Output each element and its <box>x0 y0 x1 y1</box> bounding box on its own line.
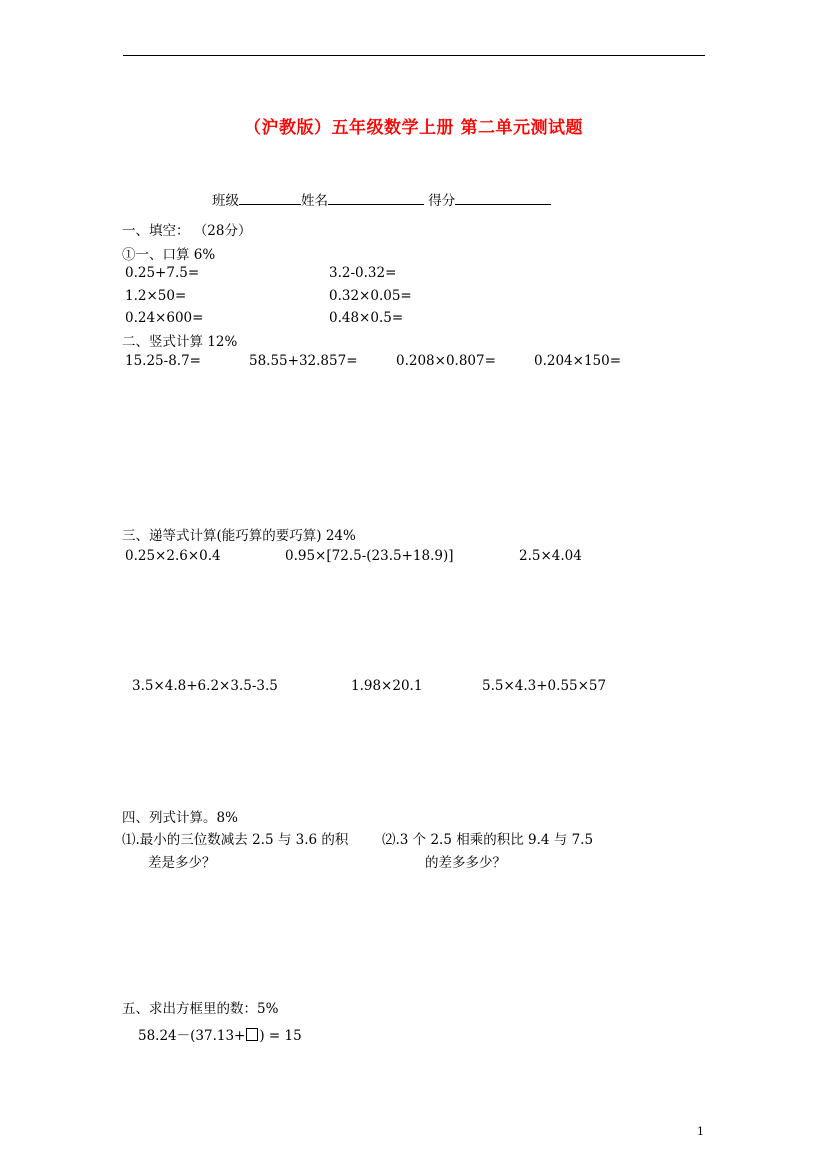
box-equation <box>138 1024 302 1044</box>
oral-item: 0.24×600= <box>125 310 204 326</box>
oral-item: 0.48×0.5= <box>329 310 404 326</box>
name-blank[interactable] <box>328 192 424 205</box>
info-line <box>212 189 551 209</box>
section2-heading: 二、竖式计算 12% <box>122 334 238 350</box>
step-calc-item: 0.95×[72.5-(23.5+18.9)] <box>285 548 454 564</box>
step-calc-item: 2.5×4.04 <box>519 548 582 564</box>
box-equation-right: ) = 15 <box>259 1028 302 1044</box>
score-blank[interactable] <box>455 192 551 205</box>
section1-subheading: ①一、口算 6% <box>122 247 216 263</box>
vertical-calc-item: 58.55+32.857= <box>249 353 358 369</box>
section5-heading: 五、求出方框里的数：5% <box>122 1001 279 1017</box>
step-calc-item: 1.98×20.1 <box>351 678 423 694</box>
step-calc-item: 5.5×4.3+0.55×57 <box>482 678 607 694</box>
word-problem-2-line1: ⑵.3 个 2.5 相乘的积比 9.4 与 7.5 <box>382 832 594 848</box>
score-label: 得分 <box>428 193 456 209</box>
page-title: （沪教版）五年级数学上册 第二单元测试题 <box>244 118 583 138</box>
header-rule <box>123 55 705 56</box>
section1-heading: 一、填空： （28分） <box>122 223 252 239</box>
step-calc-item: 0.25×2.6×0.4 <box>125 548 221 564</box>
word-problem-1-line1: ⑴.最小的三位数减去 2.5 与 3.6 的积 <box>122 832 349 848</box>
vertical-calc-item: 0.204×150= <box>534 353 622 369</box>
word-problem-1-line2: 差是多少？ <box>148 855 216 871</box>
oral-item: 3.2-0.32= <box>329 265 397 281</box>
oral-item: 0.32×0.05= <box>329 288 412 304</box>
page-number: 1 <box>697 1125 704 1138</box>
box-equation-left: 58.24－(37.13+ <box>138 1028 246 1044</box>
answer-box[interactable] <box>246 1028 258 1041</box>
class-blank[interactable] <box>239 192 301 205</box>
vertical-calc-item: 15.25-8.7= <box>125 353 201 369</box>
oral-item: 0.25+7.5= <box>125 265 200 281</box>
name-label: 姓名 <box>301 193 328 209</box>
class-label: 班级 <box>212 193 239 209</box>
step-calc-item: 3.5×4.8+6.2×3.5-3.5 <box>132 678 278 694</box>
section4-heading: 四、列式计算。8% <box>122 810 238 826</box>
section3-heading: 三、递等式计算(能巧算的要巧算) 24% <box>122 528 356 544</box>
vertical-calc-item: 0.208×0.807= <box>396 353 496 369</box>
oral-item: 1.2×50= <box>125 288 187 304</box>
word-problem-2-line2: 的差多多少？ <box>425 855 506 871</box>
